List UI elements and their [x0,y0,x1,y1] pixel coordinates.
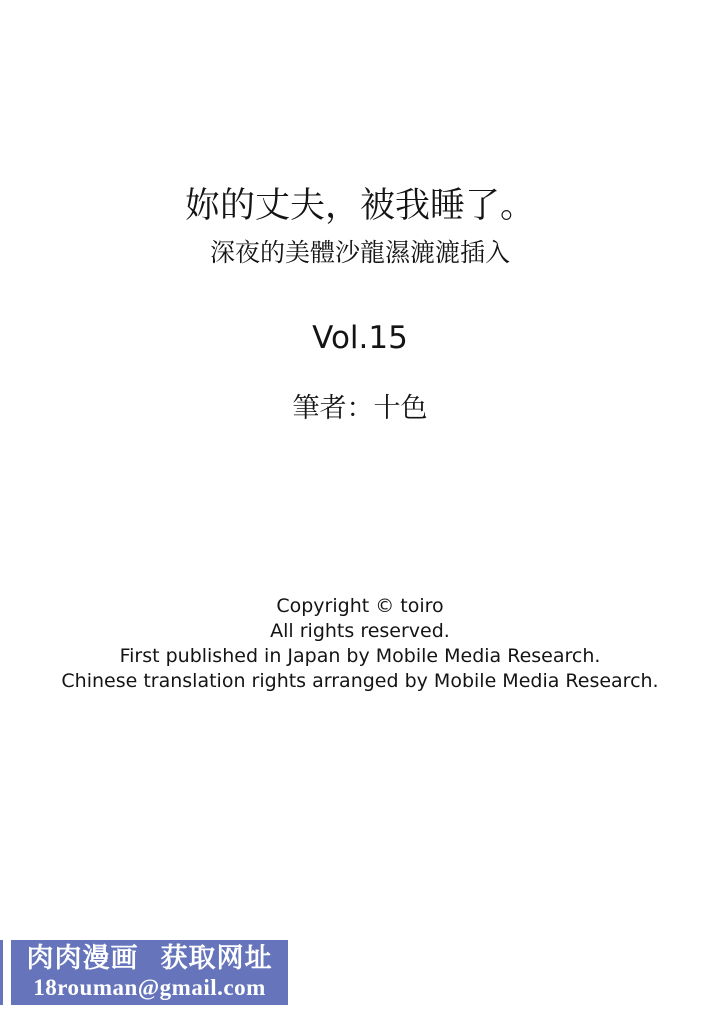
copyright-line-4: Chinese translation rights arranged by Mobile Media Research. [61,670,659,692]
watermark-banner [11,940,288,1005]
copyright-line-2: All rights reserved. [270,620,450,642]
watermark-site-label: 获取网址 [160,942,273,974]
series-title: 妳的丈夫，被我睡了。 [184,186,535,226]
watermark-site-name: 肉肉漫画 [26,942,139,974]
volume-number: Vol.15 [312,320,408,356]
watermark-edge-strip [0,940,3,1005]
copyright-line-3: First published in Japan by Mobile Media Research. [119,645,601,667]
series-subtitle: 深夜的美體沙龍濕漉漉插入 [209,238,510,267]
watermark-email: 18rouman@gmail.com [33,975,266,1001]
author-line: 筆者：十色 [292,393,428,424]
copyright-block [0,594,720,694]
watermark-site-line [26,942,273,974]
copyright-line-1: Copyright © toiro [276,595,444,617]
